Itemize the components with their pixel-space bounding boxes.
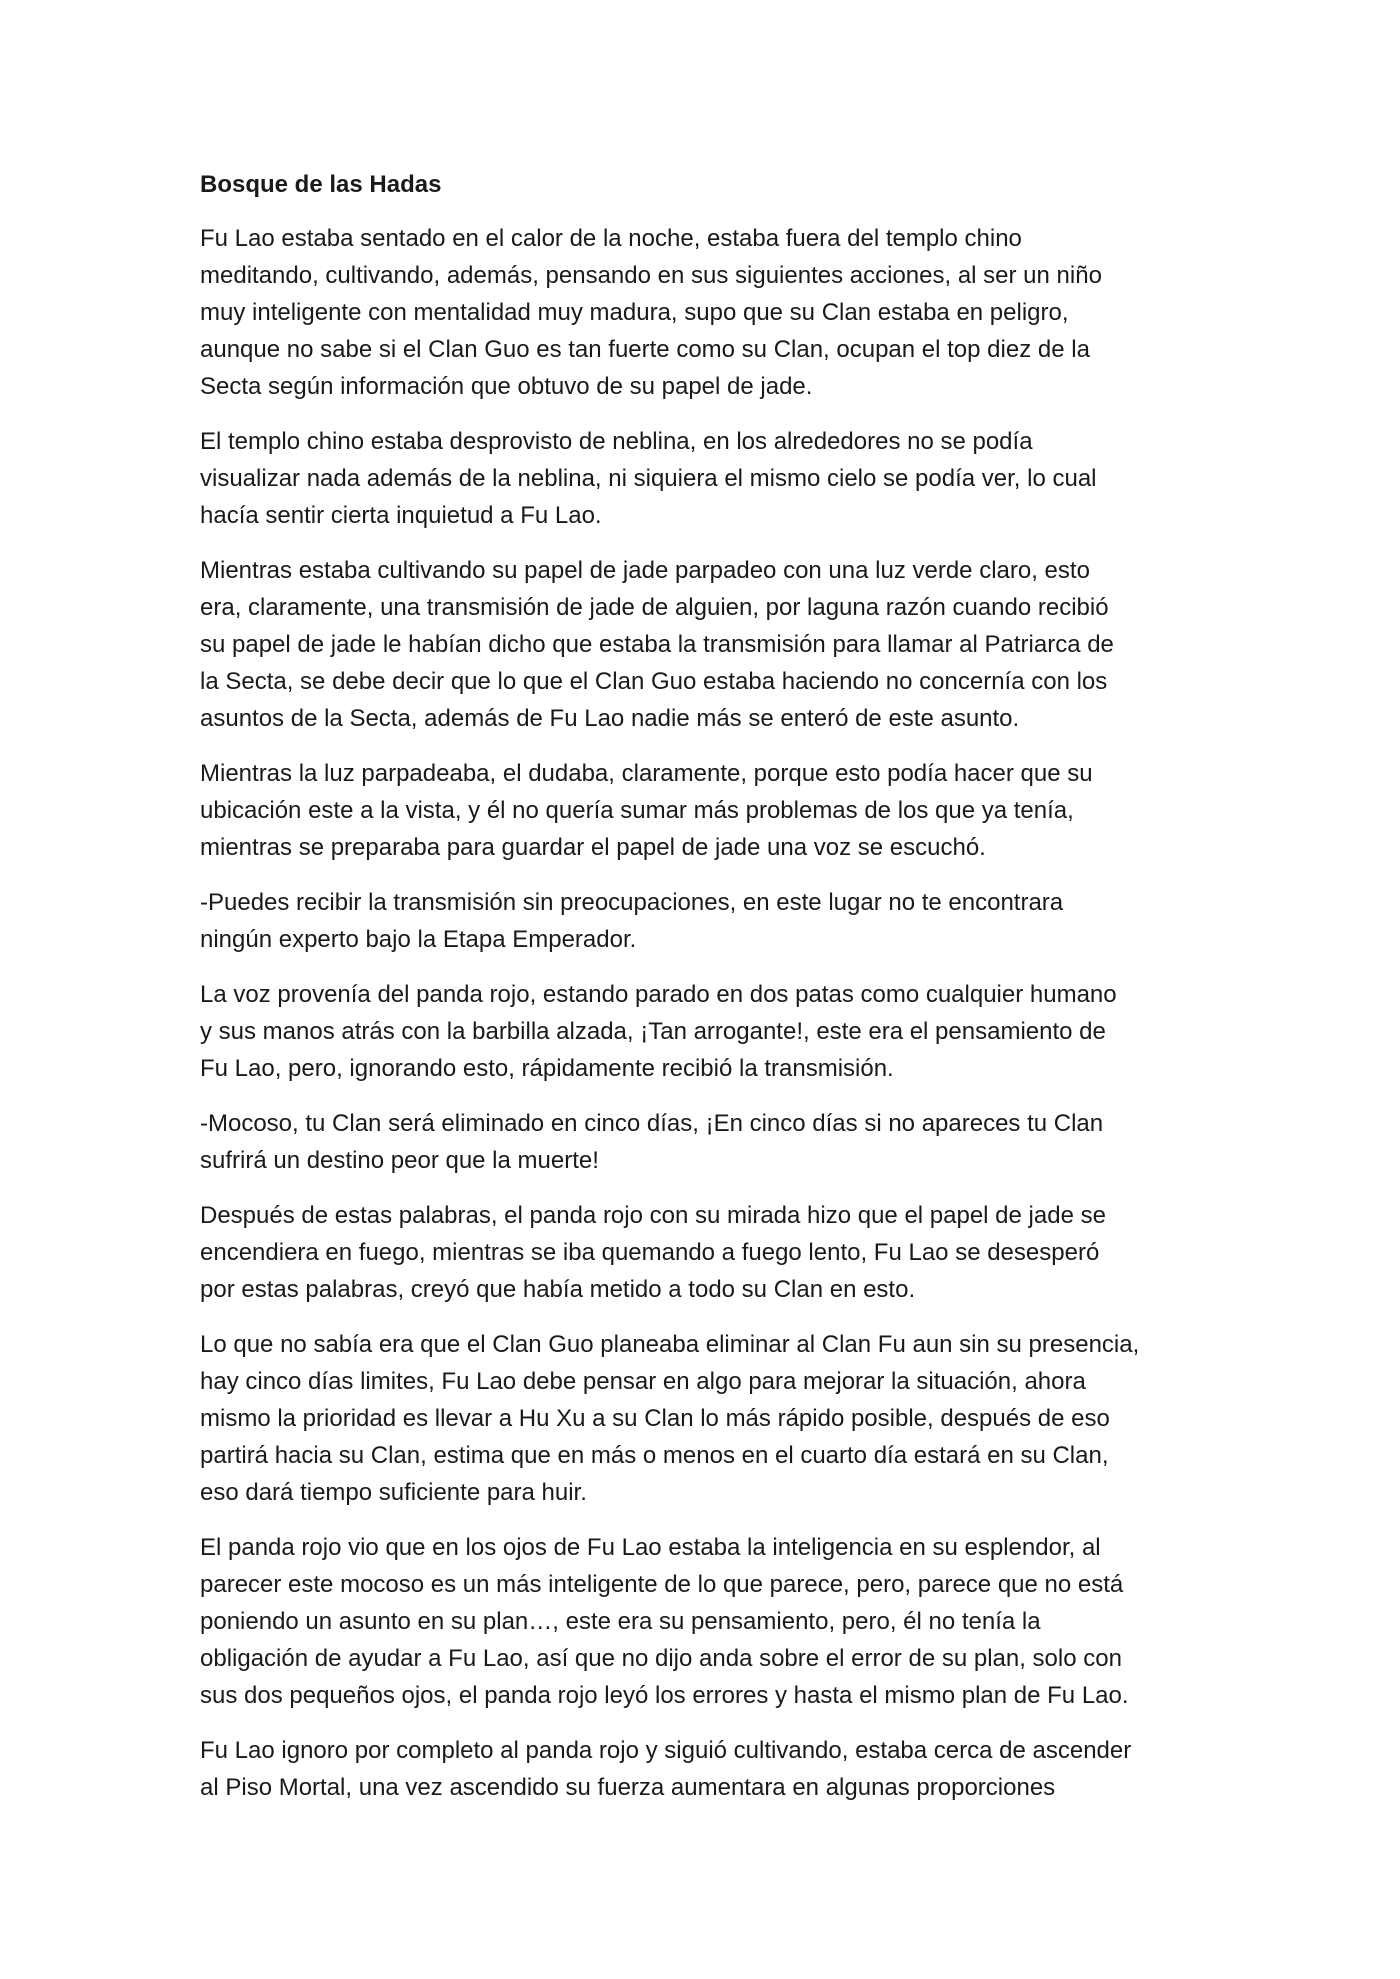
text-line: Mientras la luz parpadeaba, el dudaba, claramente, porque esto podía hacer que su bbox=[200, 760, 1093, 787]
paragraph bbox=[200, 976, 1210, 1087]
text-line: mismo la prioridad es llevar a Hu Xu a su Clan lo más rápido posible, después de eso bbox=[200, 1405, 1110, 1432]
text-line: visualizar nada además de la neblina, ni siquiera el mismo cielo se podía ver, lo cual bbox=[200, 465, 1097, 492]
text-line: Después de estas palabras, el panda rojo con su mirada hizo que el papel de jade se bbox=[200, 1202, 1106, 1229]
paragraph bbox=[200, 423, 1210, 534]
text-line: era, claramente, una transmisión de jade de alguien, por laguna razón cuando recibió bbox=[200, 594, 1109, 621]
text-line: La voz provenía del panda rojo, estando parado en dos patas como cualquier humano bbox=[200, 981, 1117, 1008]
text-line: hay cinco días limites, Fu Lao debe pensar en algo para mejorar la situación, ahora bbox=[200, 1368, 1086, 1395]
text-line: obligación de ayudar a Fu Lao, así que no dijo anda sobre el error de su plan, solo con bbox=[200, 1645, 1122, 1672]
text-line: asuntos de la Secta, además de Fu Lao nadie más se enteró de este asunto. bbox=[200, 705, 1020, 732]
text-line: sufrirá un destino peor que la muerte! bbox=[200, 1147, 599, 1174]
paragraph bbox=[200, 1105, 1210, 1179]
text-line: la Secta, se debe decir que lo que el Clan Guo estaba haciendo no concernía con los bbox=[200, 668, 1108, 695]
text-line: Fu Lao estaba sentado en el calor de la noche, estaba fuera del templo chino bbox=[200, 225, 1022, 252]
document-title: Bosque de las Hadas bbox=[200, 171, 442, 198]
text-line: eso dará tiempo suficiente para huir. bbox=[200, 1479, 587, 1506]
text-line: aunque no sabe si el Clan Guo es tan fuerte como su Clan, ocupan el top diez de la bbox=[200, 336, 1090, 363]
text-line: -Mocoso, tu Clan será eliminado en cinco días, ¡En cinco días si no apareces tu Clan bbox=[200, 1110, 1104, 1137]
text-line: Mientras estaba cultivando su papel de jade parpadeo con una luz verde claro, esto bbox=[200, 557, 1090, 584]
text-line: El panda rojo vio que en los ojos de Fu Lao estaba la inteligencia en su esplendor, al bbox=[200, 1534, 1101, 1561]
paragraph bbox=[200, 552, 1210, 737]
paragraph-container bbox=[200, 220, 1210, 1806]
text-line: hacía sentir cierta inquietud a Fu Lao. bbox=[200, 502, 602, 529]
text-line: partirá hacia su Clan, estima que en más o menos en el cuarto día estará en su Clan, bbox=[200, 1442, 1109, 1469]
paragraph bbox=[200, 1732, 1210, 1806]
text-line: ubicación este a la vista, y él no quería sumar más problemas de los que ya tenía, bbox=[200, 797, 1074, 824]
text-line: Fu Lao, pero, ignorando esto, rápidamente recibió la transmisión. bbox=[200, 1055, 894, 1082]
text-line: sus dos pequeños ojos, el panda rojo leyó los errores y hasta el mismo plan de Fu Lao. bbox=[200, 1682, 1129, 1709]
text-line: mientras se preparaba para guardar el papel de jade una voz se escuchó. bbox=[200, 834, 986, 861]
text-line: El templo chino estaba desprovisto de neblina, en los alrededores no se podía bbox=[200, 428, 1033, 455]
document-body bbox=[200, 166, 1210, 1824]
text-line: muy inteligente con mentalidad muy madura, supo que su Clan estaba en peligro, bbox=[200, 299, 1069, 326]
text-line: Secta según información que obtuvo de su papel de jade. bbox=[200, 373, 813, 400]
paragraph bbox=[200, 1197, 1210, 1308]
paragraph bbox=[200, 1326, 1210, 1511]
paragraph bbox=[200, 755, 1210, 866]
text-line: Lo que no sabía era que el Clan Guo planeaba eliminar al Clan Fu aun sin su presencia, bbox=[200, 1331, 1140, 1358]
text-line: encendiera en fuego, mientras se iba quemando a fuego lento, Fu Lao se desesperó bbox=[200, 1239, 1100, 1266]
text-line: y sus manos atrás con la barbilla alzada, ¡Tan arrogante!, este era el pensamiento de bbox=[200, 1018, 1106, 1045]
paragraph bbox=[200, 220, 1210, 405]
paragraph bbox=[200, 1529, 1210, 1714]
text-line: al Piso Mortal, una vez ascendido su fuerza aumentara en algunas proporciones bbox=[200, 1774, 1056, 1801]
paragraph bbox=[200, 884, 1210, 958]
text-line: su papel de jade le habían dicho que estaba la transmisión para llamar al Patriarca de bbox=[200, 631, 1114, 658]
text-line: por estas palabras, creyó que había metido a todo su Clan en esto. bbox=[200, 1276, 916, 1303]
text-line: parecer este mocoso es un más inteligente de lo que parece, pero, parece que no está bbox=[200, 1571, 1124, 1598]
text-line: Fu Lao ignoro por completo al panda rojo y siguió cultivando, estaba cerca de ascender bbox=[200, 1737, 1132, 1764]
text-line: ningún experto bajo la Etapa Emperador. bbox=[200, 926, 637, 953]
text-line: meditando, cultivando, además, pensando en sus siguientes acciones, al ser un niño bbox=[200, 262, 1102, 289]
text-line: -Puedes recibir la transmisión sin preocupaciones, en este lugar no te encontrara bbox=[200, 889, 1064, 916]
text-line: poniendo un asunto en su plan…, este era su pensamiento, pero, él no tenía la bbox=[200, 1608, 1041, 1635]
